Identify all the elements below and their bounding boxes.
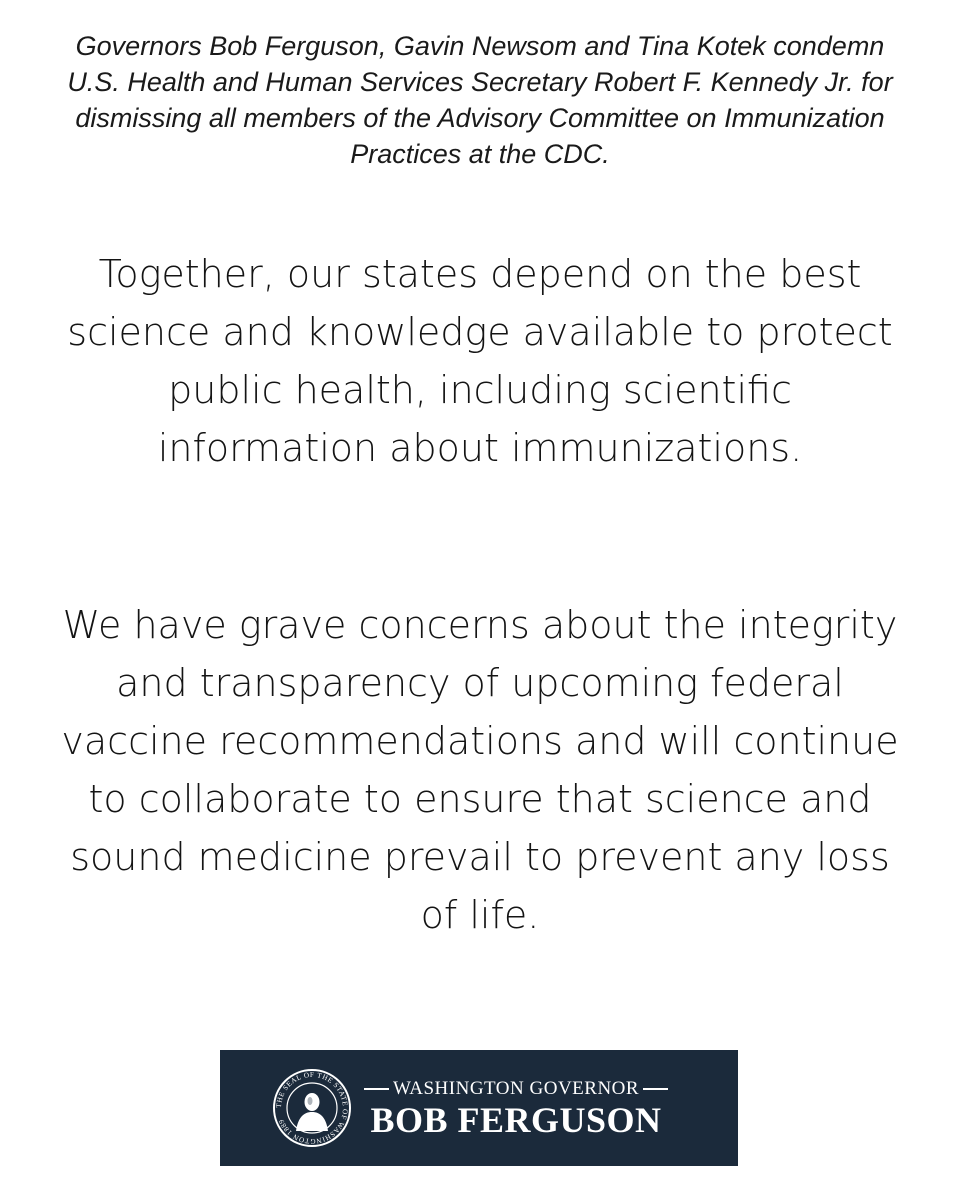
governor-banner — [220, 1050, 738, 1166]
seal-text: THE SEAL OF THE STATE OF WASHINGTON 1889 — [274, 1070, 350, 1146]
subtitle-rule-left — [364, 1088, 389, 1090]
banner-subtitle — [360, 1078, 672, 1100]
quote-paragraph-1: Together, our states depend on the best science and knowledge available to protect public health, including scientific information about immunizations. — [67, 252, 893, 470]
washington-state-seal-icon — [272, 1068, 352, 1148]
banner-subtitle-text: WASHINGTON GOVERNOR — [392, 1078, 640, 1099]
intro-caption: Governors Bob Ferguson, Gavin Newsom and Tina Kotek condemn U.S. Health and Human Services Secretary Robert F. Kennedy Jr. for dismissing all members of the Advisory Committee on Immunization Practices at the CDC. — [67, 31, 893, 169]
quote-paragraph-2: We have grave concerns about the integrity and transparency of upcoming federal vaccine recommendations and will continue to collaborate to ensure that science and sound medicine prevail to prevent any loss of life. — [61, 603, 899, 937]
banner-governor-name: BOB FERGUSON — [370, 1100, 662, 1140]
subtitle-rule-right — [643, 1088, 668, 1090]
